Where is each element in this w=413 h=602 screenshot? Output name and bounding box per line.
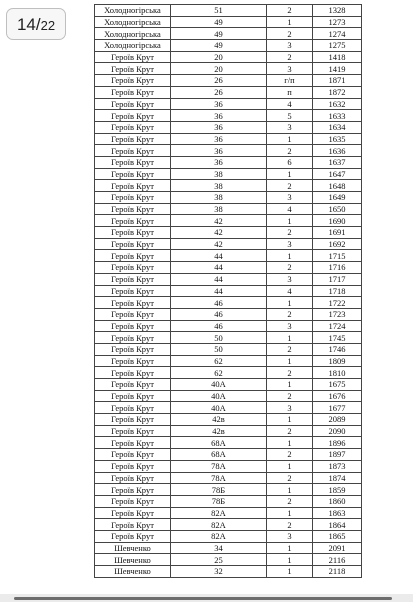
table-row bbox=[95, 343, 362, 355]
house-cell: 36 bbox=[171, 145, 267, 157]
entrance-cell: 4 bbox=[267, 203, 313, 215]
entrance-cell: 3 bbox=[267, 40, 313, 52]
street-cell: Героїв Крут bbox=[95, 156, 171, 168]
table-row bbox=[95, 156, 362, 168]
house-cell: 78А bbox=[171, 460, 267, 472]
entrance-cell: 2 bbox=[267, 519, 313, 531]
house-cell: 50 bbox=[171, 332, 267, 344]
bottom-scrollbar[interactable] bbox=[0, 594, 413, 602]
house-cell: 62 bbox=[171, 355, 267, 367]
house-cell: 68А bbox=[171, 449, 267, 461]
house-cell: 40А bbox=[171, 390, 267, 402]
number-cell: 1647 bbox=[313, 168, 362, 180]
house-cell: 32 bbox=[171, 566, 267, 578]
number-cell: 1275 bbox=[313, 40, 362, 52]
entrance-cell: 3 bbox=[267, 192, 313, 204]
number-cell: 1676 bbox=[313, 390, 362, 402]
street-cell: Героїв Крут bbox=[95, 86, 171, 98]
street-cell: Героїв Крут bbox=[95, 180, 171, 192]
street-cell: Героїв Крут bbox=[95, 355, 171, 367]
entrance-cell: 2 bbox=[267, 227, 313, 239]
entrance-cell: 1 bbox=[267, 215, 313, 227]
street-cell: Героїв Крут bbox=[95, 495, 171, 507]
table-row bbox=[95, 40, 362, 52]
entrance-cell: 1 bbox=[267, 168, 313, 180]
entrance-cell: 1 bbox=[267, 332, 313, 344]
entrance-cell: п bbox=[267, 86, 313, 98]
street-cell: Героїв Крут bbox=[95, 308, 171, 320]
table-row bbox=[95, 5, 362, 17]
entrance-cell: 2 bbox=[267, 308, 313, 320]
street-cell: Холодногірська bbox=[95, 28, 171, 40]
number-cell: 1715 bbox=[313, 250, 362, 262]
street-cell: Героїв Крут bbox=[95, 98, 171, 110]
table-row bbox=[95, 390, 362, 402]
entrance-cell: 3 bbox=[267, 121, 313, 133]
table-row bbox=[95, 308, 362, 320]
entrance-cell: 2 bbox=[267, 5, 313, 17]
table-row bbox=[95, 121, 362, 133]
house-cell: 49 bbox=[171, 40, 267, 52]
scrollbar-thumb[interactable] bbox=[14, 597, 392, 600]
number-cell: 1897 bbox=[313, 449, 362, 461]
street-cell: Героїв Крут bbox=[95, 75, 171, 87]
table-row bbox=[95, 519, 362, 531]
number-cell: 1274 bbox=[313, 28, 362, 40]
street-cell: Героїв Крут bbox=[95, 145, 171, 157]
page-separator: / bbox=[35, 15, 41, 34]
table-row bbox=[95, 449, 362, 461]
table-row bbox=[95, 63, 362, 75]
entrance-cell: 3 bbox=[267, 238, 313, 250]
house-cell: 51 bbox=[171, 5, 267, 17]
table-row bbox=[95, 192, 362, 204]
street-cell: Героїв Крут bbox=[95, 297, 171, 309]
number-cell: 1864 bbox=[313, 519, 362, 531]
table-row bbox=[95, 437, 362, 449]
street-cell: Героїв Крут bbox=[95, 203, 171, 215]
street-cell: Шевченко bbox=[95, 554, 171, 566]
number-cell: 1809 bbox=[313, 355, 362, 367]
house-cell: 44 bbox=[171, 285, 267, 297]
number-cell: 2090 bbox=[313, 425, 362, 437]
entrance-cell: 4 bbox=[267, 285, 313, 297]
number-cell: 1649 bbox=[313, 192, 362, 204]
entrance-cell: 3 bbox=[267, 320, 313, 332]
entrance-cell: 2 bbox=[267, 28, 313, 40]
entrance-cell: 1 bbox=[267, 355, 313, 367]
house-cell: 42 bbox=[171, 215, 267, 227]
entrance-cell: 4 bbox=[267, 98, 313, 110]
number-cell: 1636 bbox=[313, 145, 362, 157]
street-cell: Героїв Крут bbox=[95, 285, 171, 297]
number-cell: 1724 bbox=[313, 320, 362, 332]
street-cell: Холодногірська bbox=[95, 40, 171, 52]
number-cell: 1896 bbox=[313, 437, 362, 449]
table-row bbox=[95, 566, 362, 578]
number-cell: 1675 bbox=[313, 379, 362, 391]
house-cell: 36 bbox=[171, 110, 267, 122]
table-row bbox=[95, 542, 362, 554]
table-row bbox=[95, 16, 362, 28]
number-cell: 1650 bbox=[313, 203, 362, 215]
house-cell: 36 bbox=[171, 121, 267, 133]
address-table bbox=[94, 4, 362, 578]
street-cell: Героїв Крут bbox=[95, 343, 171, 355]
table-row bbox=[95, 460, 362, 472]
table-row bbox=[95, 425, 362, 437]
number-cell: 1874 bbox=[313, 472, 362, 484]
street-cell: Шевченко bbox=[95, 542, 171, 554]
street-cell: Героїв Крут bbox=[95, 460, 171, 472]
entrance-cell: 1 bbox=[267, 16, 313, 28]
table-row bbox=[95, 262, 362, 274]
entrance-cell: 2 bbox=[267, 472, 313, 484]
table-row bbox=[95, 86, 362, 98]
number-cell: 2089 bbox=[313, 414, 362, 426]
table-row bbox=[95, 168, 362, 180]
house-cell: 49 bbox=[171, 16, 267, 28]
number-cell: 1723 bbox=[313, 308, 362, 320]
house-cell: 42в bbox=[171, 414, 267, 426]
street-cell: Героїв Крут bbox=[95, 273, 171, 285]
house-cell: 68А bbox=[171, 437, 267, 449]
table-row bbox=[95, 379, 362, 391]
table-row bbox=[95, 297, 362, 309]
table-row bbox=[95, 250, 362, 262]
entrance-cell: 2 bbox=[267, 51, 313, 63]
table-row bbox=[95, 180, 362, 192]
house-cell: 82А bbox=[171, 507, 267, 519]
house-cell: 42 bbox=[171, 227, 267, 239]
house-cell: 49 bbox=[171, 28, 267, 40]
house-cell: 40А bbox=[171, 379, 267, 391]
number-cell: 2118 bbox=[313, 566, 362, 578]
house-cell: 44 bbox=[171, 262, 267, 274]
number-cell: 1872 bbox=[313, 86, 362, 98]
table-row bbox=[95, 110, 362, 122]
table-row bbox=[95, 320, 362, 332]
number-cell: 1692 bbox=[313, 238, 362, 250]
house-cell: 38 bbox=[171, 192, 267, 204]
table-row bbox=[95, 98, 362, 110]
entrance-cell: 2 bbox=[267, 180, 313, 192]
house-cell: 34 bbox=[171, 542, 267, 554]
house-cell: 26 bbox=[171, 75, 267, 87]
number-cell: 1745 bbox=[313, 332, 362, 344]
entrance-cell: 1 bbox=[267, 542, 313, 554]
table-row bbox=[95, 472, 362, 484]
number-cell: 1718 bbox=[313, 285, 362, 297]
entrance-cell: 1 bbox=[267, 437, 313, 449]
number-cell: 1859 bbox=[313, 484, 362, 496]
entrance-cell: 1 bbox=[267, 554, 313, 566]
number-cell: 1648 bbox=[313, 180, 362, 192]
entrance-cell: 2 bbox=[267, 390, 313, 402]
page-total: 22 bbox=[40, 18, 56, 33]
house-cell: 36 bbox=[171, 156, 267, 168]
house-cell: 20 bbox=[171, 51, 267, 63]
number-cell: 1716 bbox=[313, 262, 362, 274]
street-cell: Героїв Крут bbox=[95, 110, 171, 122]
street-cell: Героїв Крут bbox=[95, 437, 171, 449]
entrance-cell: 6 bbox=[267, 156, 313, 168]
entrance-cell: 2 bbox=[267, 262, 313, 274]
entrance-cell: 1 bbox=[267, 507, 313, 519]
street-cell: Героїв Крут bbox=[95, 192, 171, 204]
house-cell: 38 bbox=[171, 168, 267, 180]
number-cell: 1746 bbox=[313, 343, 362, 355]
street-cell: Героїв Крут bbox=[95, 425, 171, 437]
table-row bbox=[95, 402, 362, 414]
street-cell: Холодногірська bbox=[95, 16, 171, 28]
number-cell: 1863 bbox=[313, 507, 362, 519]
number-cell: 1633 bbox=[313, 110, 362, 122]
table-row bbox=[95, 227, 362, 239]
house-cell: 50 bbox=[171, 343, 267, 355]
number-cell: 1871 bbox=[313, 75, 362, 87]
entrance-cell: 2 bbox=[267, 449, 313, 461]
street-cell: Героїв Крут bbox=[95, 402, 171, 414]
number-cell: 1273 bbox=[313, 16, 362, 28]
street-cell: Героїв Крут bbox=[95, 320, 171, 332]
number-cell: 1677 bbox=[313, 402, 362, 414]
table-row bbox=[95, 495, 362, 507]
table-row bbox=[95, 285, 362, 297]
house-cell: 25 bbox=[171, 554, 267, 566]
table-row bbox=[95, 215, 362, 227]
house-cell: 46 bbox=[171, 320, 267, 332]
entrance-cell: 1 bbox=[267, 460, 313, 472]
table-row bbox=[95, 145, 362, 157]
number-cell: 1418 bbox=[313, 51, 362, 63]
entrance-cell: 3 bbox=[267, 63, 313, 75]
entrance-cell: 3 bbox=[267, 530, 313, 542]
number-cell: 1873 bbox=[313, 460, 362, 472]
entrance-cell: 5 bbox=[267, 110, 313, 122]
number-cell: 1632 bbox=[313, 98, 362, 110]
street-cell: Героїв Крут bbox=[95, 507, 171, 519]
table-row bbox=[95, 133, 362, 145]
street-cell: Героїв Крут bbox=[95, 238, 171, 250]
house-cell: 46 bbox=[171, 308, 267, 320]
entrance-cell: 1 bbox=[267, 250, 313, 262]
address-table-body bbox=[95, 5, 362, 578]
number-cell: 1810 bbox=[313, 367, 362, 379]
house-cell: 82А bbox=[171, 530, 267, 542]
street-cell: Героїв Крут bbox=[95, 519, 171, 531]
street-cell: Героїв Крут bbox=[95, 390, 171, 402]
table-row bbox=[95, 530, 362, 542]
entrance-cell: 3 bbox=[267, 402, 313, 414]
street-cell: Героїв Крут bbox=[95, 484, 171, 496]
table-row bbox=[95, 507, 362, 519]
table-row bbox=[95, 75, 362, 87]
house-cell: 46 bbox=[171, 297, 267, 309]
house-cell: 36 bbox=[171, 133, 267, 145]
page-current: 14 bbox=[16, 15, 36, 34]
table-row bbox=[95, 332, 362, 344]
table-row bbox=[95, 367, 362, 379]
street-cell: Героїв Крут bbox=[95, 168, 171, 180]
street-cell: Героїв Крут bbox=[95, 51, 171, 63]
number-cell: 1328 bbox=[313, 5, 362, 17]
house-cell: 42 bbox=[171, 238, 267, 250]
entrance-cell: 2 bbox=[267, 367, 313, 379]
number-cell: 1419 bbox=[313, 63, 362, 75]
street-cell: Героїв Крут bbox=[95, 121, 171, 133]
table-row bbox=[95, 355, 362, 367]
entrance-cell: г/п bbox=[267, 75, 313, 87]
street-cell: Героїв Крут bbox=[95, 63, 171, 75]
entrance-cell: 1 bbox=[267, 297, 313, 309]
entrance-cell: 1 bbox=[267, 566, 313, 578]
table-row bbox=[95, 238, 362, 250]
house-cell: 20 bbox=[171, 63, 267, 75]
entrance-cell: 2 bbox=[267, 495, 313, 507]
entrance-cell: 3 bbox=[267, 273, 313, 285]
street-cell: Героїв Крут bbox=[95, 379, 171, 391]
number-cell: 1690 bbox=[313, 215, 362, 227]
street-cell: Героїв Крут bbox=[95, 472, 171, 484]
table-row bbox=[95, 273, 362, 285]
number-cell: 1635 bbox=[313, 133, 362, 145]
entrance-cell: 1 bbox=[267, 414, 313, 426]
house-cell: 38 bbox=[171, 180, 267, 192]
entrance-cell: 2 bbox=[267, 343, 313, 355]
number-cell: 1717 bbox=[313, 273, 362, 285]
number-cell: 1691 bbox=[313, 227, 362, 239]
table-row bbox=[95, 28, 362, 40]
entrance-cell: 1 bbox=[267, 484, 313, 496]
house-cell: 44 bbox=[171, 250, 267, 262]
number-cell: 1865 bbox=[313, 530, 362, 542]
page-counter bbox=[6, 8, 66, 40]
street-cell: Героїв Крут bbox=[95, 367, 171, 379]
table-row bbox=[95, 51, 362, 63]
street-cell: Героїв Крут bbox=[95, 449, 171, 461]
number-cell: 1634 bbox=[313, 121, 362, 133]
entrance-cell: 1 bbox=[267, 133, 313, 145]
street-cell: Героїв Крут bbox=[95, 215, 171, 227]
street-cell: Шевченко bbox=[95, 566, 171, 578]
entrance-cell: 1 bbox=[267, 379, 313, 391]
house-cell: 78Б bbox=[171, 484, 267, 496]
entrance-cell: 2 bbox=[267, 145, 313, 157]
street-cell: Героїв Крут bbox=[95, 250, 171, 262]
street-cell: Героїв Крут bbox=[95, 262, 171, 274]
entrance-cell: 2 bbox=[267, 425, 313, 437]
house-cell: 38 bbox=[171, 203, 267, 215]
house-cell: 44 bbox=[171, 273, 267, 285]
street-cell: Холодногірська bbox=[95, 5, 171, 17]
street-cell: Героїв Крут bbox=[95, 414, 171, 426]
number-cell: 2091 bbox=[313, 542, 362, 554]
house-cell: 62 bbox=[171, 367, 267, 379]
table-row bbox=[95, 414, 362, 426]
number-cell: 1637 bbox=[313, 156, 362, 168]
house-cell: 40А bbox=[171, 402, 267, 414]
house-cell: 26 bbox=[171, 86, 267, 98]
house-cell: 78А bbox=[171, 472, 267, 484]
street-cell: Героїв Крут bbox=[95, 332, 171, 344]
street-cell: Героїв Крут bbox=[95, 530, 171, 542]
street-cell: Героїв Крут bbox=[95, 227, 171, 239]
house-cell: 36 bbox=[171, 98, 267, 110]
house-cell: 82А bbox=[171, 519, 267, 531]
table-row bbox=[95, 554, 362, 566]
house-cell: 42в bbox=[171, 425, 267, 437]
table-row bbox=[95, 203, 362, 215]
number-cell: 1722 bbox=[313, 297, 362, 309]
number-cell: 1860 bbox=[313, 495, 362, 507]
street-cell: Героїв Крут bbox=[95, 133, 171, 145]
house-cell: 78Б bbox=[171, 495, 267, 507]
number-cell: 2116 bbox=[313, 554, 362, 566]
table-row bbox=[95, 484, 362, 496]
